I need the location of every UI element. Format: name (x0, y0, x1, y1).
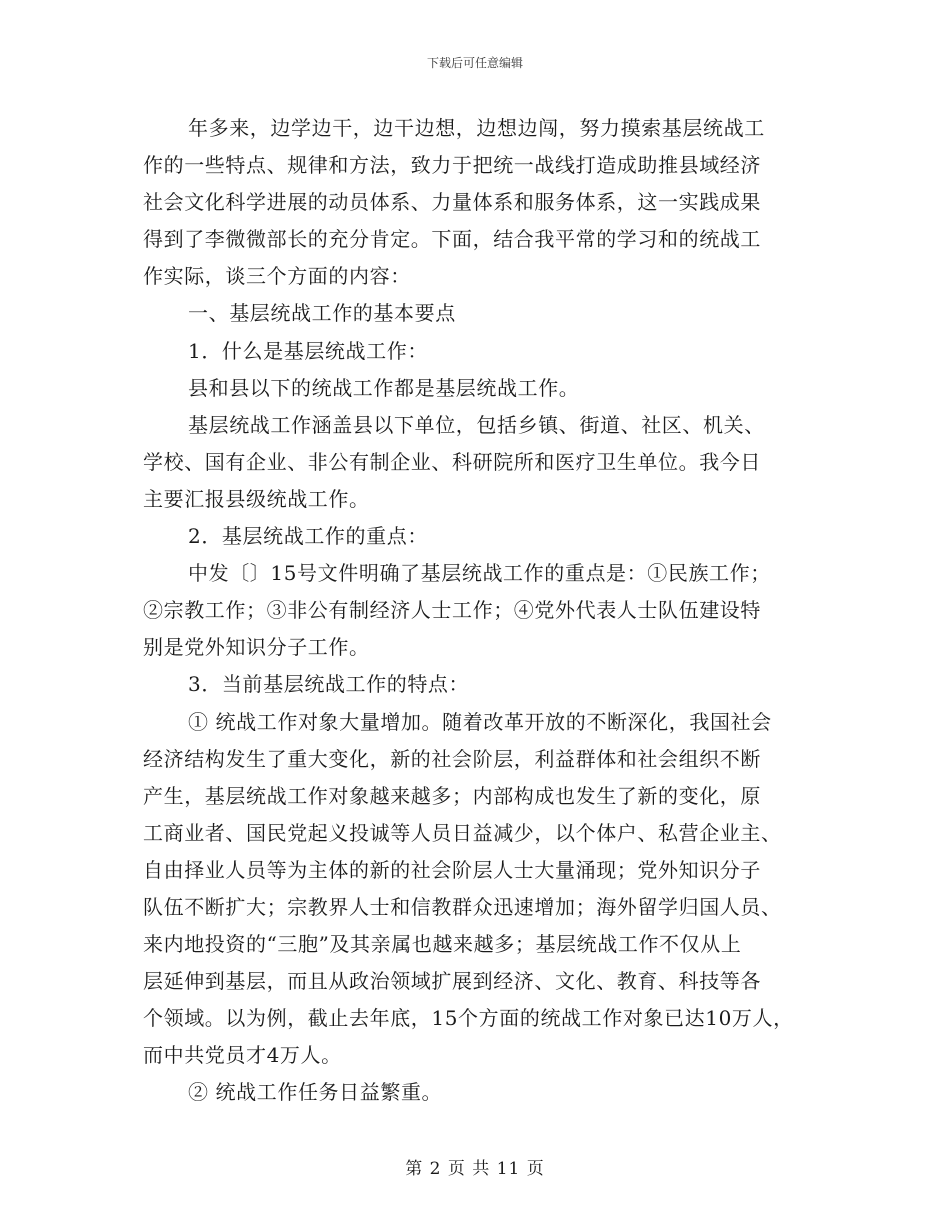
text-line: 基层统战工作涵盖县以下单位，包括乡镇、街道、社区、机关、 (188, 412, 765, 437)
text-line: 县和县以下的统战工作都是基层统战工作。 (188, 375, 580, 400)
text-line: 产生，基层统战工作对象越来越多；内部构成也发生了新的变化，原 (143, 783, 761, 808)
text-line: 工商业者、国民党起义投诚等人员日益减少，以个体户、私营企业主、 (143, 820, 782, 845)
text-line: 1．什么是基层统战工作： (188, 338, 428, 363)
text-line: 3．当前基层统战工作的特点： (188, 672, 470, 697)
text-line: 别是党外知识分子工作。 (143, 635, 370, 660)
text-line: 作实际，谈三个方面的内容： (143, 264, 411, 289)
text-line: 中发〔〕15号文件明确了基层统战工作的重点是：①民族工作； (188, 561, 771, 586)
page-header: 下载后可任意编辑 (426, 56, 523, 70)
text-line: 而中共党员才4万人。 (143, 1043, 342, 1068)
text-line: 经济结构发生了重大变化，新的社会阶层，利益群体和社会组织不断 (143, 746, 761, 771)
text-line: 个领域。以为例，截止去年底，15个方面的统战工作对象已达10万人， (143, 1006, 794, 1031)
page-footer: 第 2 页 共 11 页 (405, 1159, 545, 1179)
text-line: 作的一些特点、规律和方法，致力于把统一战线打造成助推县域经济 (143, 153, 761, 178)
text-line: 来内地投资的“三胞”及其亲属也越来越多；基层统战工作不仅从上 (143, 932, 742, 957)
text-line: 主要汇报县级统战工作。 (143, 486, 370, 511)
text-line: ②宗教工作；③非公有制经济人士工作；④党外代表人士队伍建设特 (143, 598, 761, 623)
text-line: 得到了李微微部长的充分肯定。下面，结合我平常的学习和的统战工 (143, 227, 761, 252)
document-body (143, 110, 823, 1112)
text-line: 自由择业人员等为主体的新的社会阶层人士大量涌现；党外知识分子 (143, 857, 761, 882)
text-line: 学校、国有企业、非公有制企业、科研院所和医疗卫生单位。我今日 (143, 449, 761, 474)
text-line: 社会文化科学进展的动员体系、力量体系和服务体系，这一实践成果 (143, 190, 761, 215)
text-line: 队伍不断扩大；宗教界人士和信教群众迅速增加；海外留学归国人员、 (143, 894, 782, 919)
text-line: ② 统战工作任务日益繁重。 (188, 1080, 443, 1105)
text-line: ① 统战工作对象大量增加。随着改革开放的不断深化，我国社会 (188, 709, 772, 734)
text-line: 2．基层统战工作的重点： (188, 524, 428, 549)
text-line: 层延伸到基层，而且从政治领域扩展到经济、文化、教育、科技等各 (143, 969, 761, 994)
text-line: 一、基层统战工作的基本要点 (188, 301, 456, 326)
text-line: 年多来，边学边干，边干边想，边想边闯，努力摸索基层统战工 (188, 116, 765, 140)
